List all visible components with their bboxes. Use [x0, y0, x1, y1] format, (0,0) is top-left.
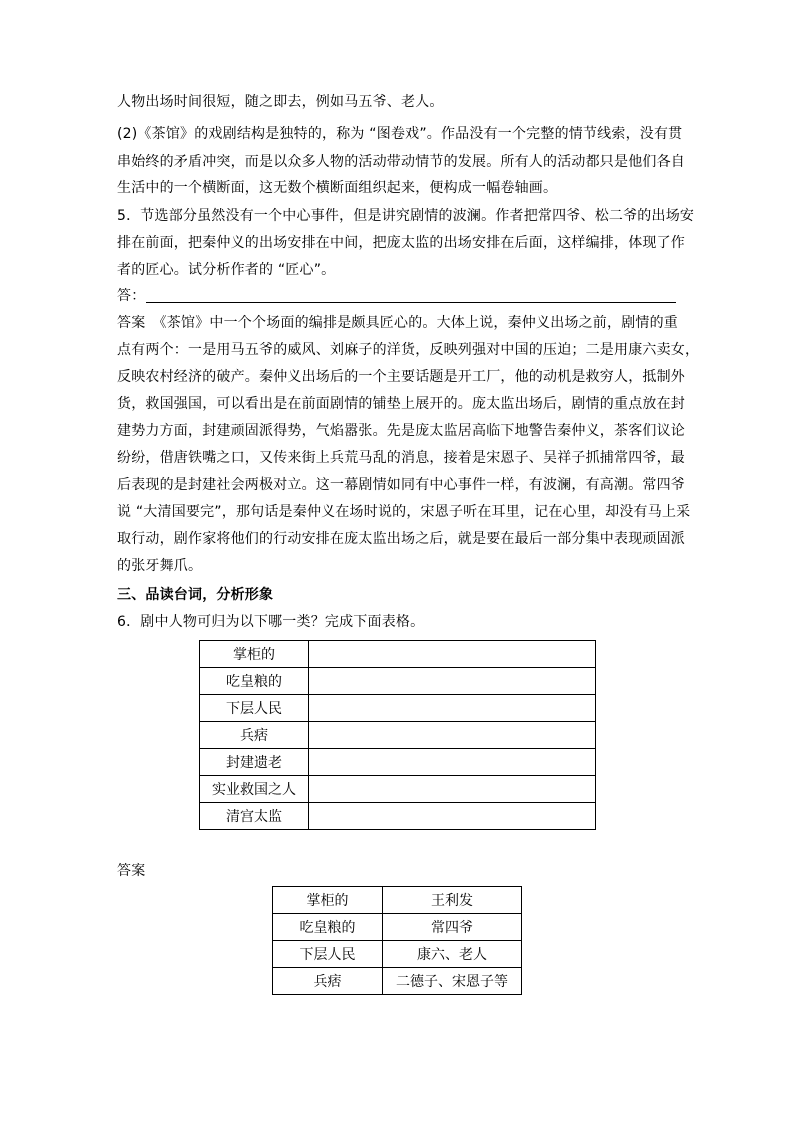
category-cell: 吃皇粮的 [273, 914, 383, 941]
category-cell: 下层人民 [200, 695, 309, 722]
answer-5-line: 的张牙舞爪。 [117, 558, 203, 574]
answer-prompt: 答： [117, 288, 146, 304]
answer-5-line: 货，救国强国，可以看出是在前面剧情的铺垫上展开的。庞太监出场后，剧情的重点放在封 [117, 396, 685, 412]
table-row [273, 968, 522, 995]
table-row [200, 776, 596, 803]
answer-cell[interactable] [309, 695, 596, 722]
table-row [200, 803, 596, 830]
answer-cell[interactable] [309, 749, 596, 776]
paragraph-line: (2)《茶馆》的戏剧结构是独特的，称为 “图卷戏”。作品没有一个完整的情节线索，没有贯 [117, 126, 683, 142]
category-cell: 封建遗老 [200, 749, 309, 776]
value-cell: 二德子、宋恩子等 [383, 968, 522, 995]
category-cell: 实业救国之人 [200, 776, 309, 803]
category-cell: 掌柜的 [273, 887, 383, 914]
table-row [273, 941, 522, 968]
category-cell: 下层人民 [273, 941, 383, 968]
answer-5-line: 反映农村经济的破产。秦仲义出场后的一个主要话题是开工厂，他的动机是救穷人，抵制外 [117, 369, 685, 385]
answer-cell[interactable] [309, 668, 596, 695]
answer-5-line: 纷纷，借唐铁嘴之口，又传来街上兵荒马乱的消息，接着是宋恩子、吴祥子抓捕常四爷，最 [117, 450, 685, 466]
section-heading: 三、品读台词，分析形象 [117, 587, 274, 603]
table-row [200, 695, 596, 722]
question-5-line: 5．节选部分虽然没有一个中心事件，但是讲究剧情的波澜。作者把常四爷、松二爷的出场安 [117, 208, 695, 224]
answer-cell[interactable] [309, 641, 596, 668]
answer-blank-line[interactable] [146, 302, 676, 303]
answer-5-line: 说 “大清国要完”，那句话是秦仲义在场时说的，宋恩子听在耳里，记在心里，却没有马上采 [117, 504, 691, 520]
answer-cell[interactable] [309, 722, 596, 749]
answer-5-line: 取行动，剧作家将他们的行动安排在庞太监出场之后，就是要在最后一部分集中表现顽固派 [117, 531, 685, 547]
answer-5-line: 答案 《茶馆》中一个个场面的编排是颇具匠心的。大体上说，秦仲义出场之前，剧情的重 [117, 315, 678, 331]
answer-5-line: 后表现的是封建社会两极对立。这一幕剧情如同有中心事件一样，有波澜，有高潮。常四爷 [117, 477, 685, 493]
table-row [200, 668, 596, 695]
table-row [200, 749, 596, 776]
question-5-line: 排在前面，把秦仲义的出场安排在中间，把庞太监的出场安排在后面，这样编排，体现了作 [117, 235, 685, 251]
answer-5-line: 建势力方面，封建顽固派得势，气焰嚣张。先是庞太监居高临下地警告秦仲义，茶客们议论 [117, 423, 685, 439]
answer-cell[interactable] [309, 776, 596, 803]
answer-5-line: 点有两个：一是用马五爷的威风、刘麻子的洋货，反映列强对中国的压迫；二是用康六卖女， [117, 342, 700, 358]
question-6: 6．剧中人物可归为以下哪一类？完成下面表格。 [117, 614, 425, 630]
paragraph-line: 生活中的一个横断面，这无数个横断面组织起来，便构成一幅卷轴画。 [117, 180, 558, 196]
category-cell: 兵痞 [200, 722, 309, 749]
answer-cell[interactable] [309, 803, 596, 830]
category-cell: 掌柜的 [200, 641, 309, 668]
value-cell: 常四爷 [383, 914, 522, 941]
answer-table [272, 886, 522, 995]
paragraph-line: 人物出场时间很短，随之即去，例如马五爷、老人。 [117, 94, 444, 110]
table-row [200, 641, 596, 668]
question-5-line: 者的匠心。试分析作者的 “匠心”。 [117, 262, 336, 278]
category-cell: 兵痞 [273, 968, 383, 995]
category-cell: 吃皇粮的 [200, 668, 309, 695]
table-row [273, 887, 522, 914]
answer-label: 答案 [117, 863, 146, 879]
table-row [273, 914, 522, 941]
table-row [200, 722, 596, 749]
category-cell: 清宫太监 [200, 803, 309, 830]
paragraph-line: 串始终的矛盾冲突，而是以众多人物的活动带动情节的发展。所有人的活动都只是他们各自 [117, 154, 685, 170]
value-cell: 王利发 [383, 887, 522, 914]
value-cell: 康六、老人 [383, 941, 522, 968]
question-table [199, 640, 596, 830]
